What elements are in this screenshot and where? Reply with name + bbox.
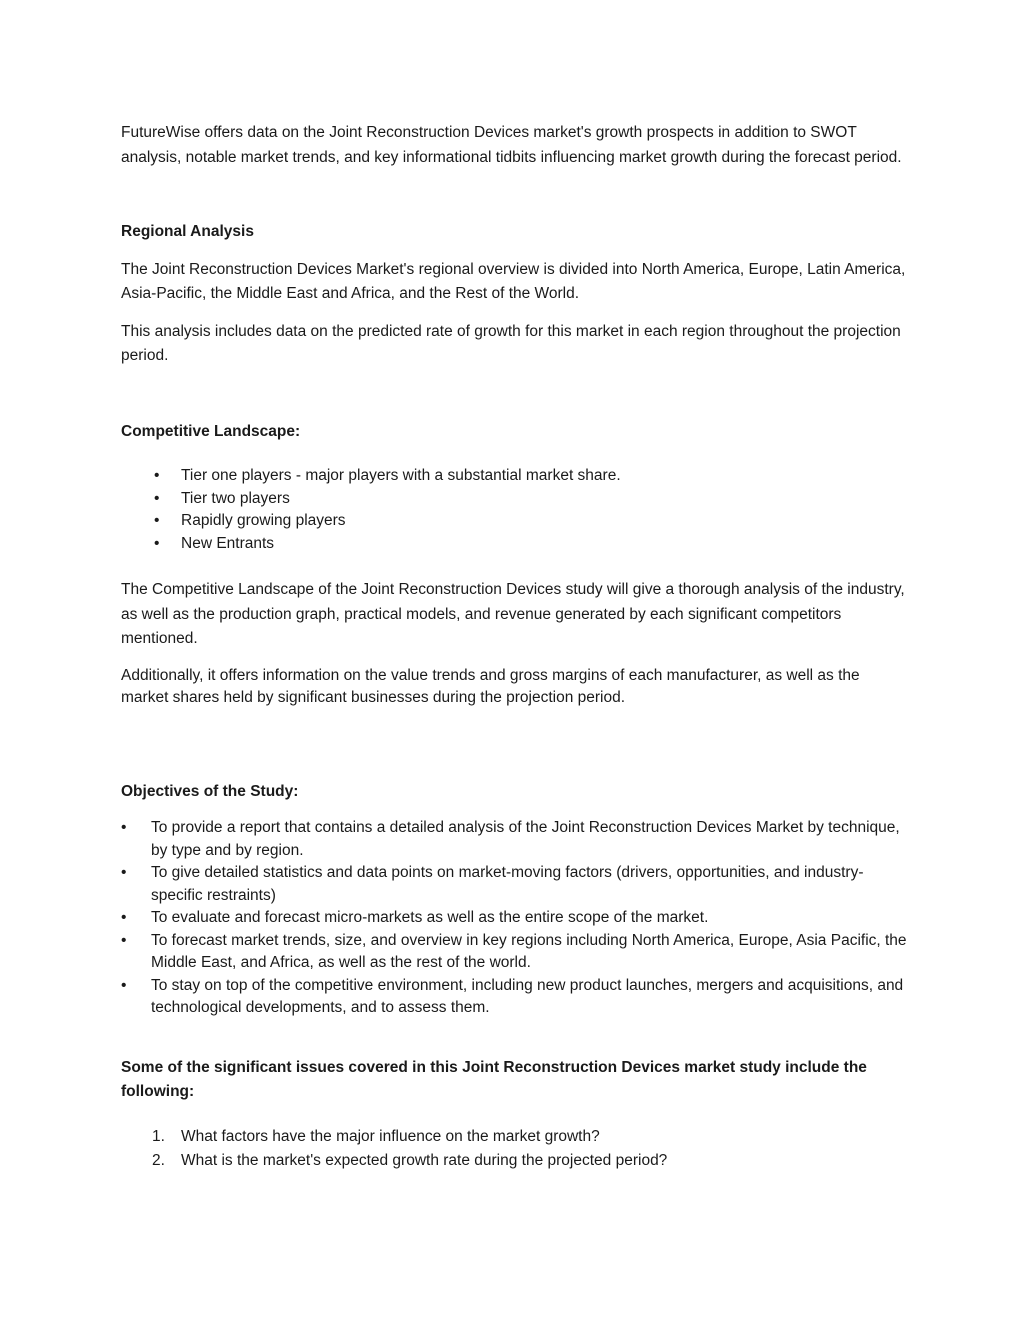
list-item: • Tier two players — [121, 488, 911, 511]
list-item: • Rapidly growing players — [121, 510, 911, 533]
list-item: • To stay on top of the competitive environment, including new product launches, mergers and acquisitions, and technological developments, and to assess them. — [121, 975, 911, 1020]
objectives-heading: Objectives of the Study: — [121, 782, 299, 800]
list-item: • To forecast market trends, size, and overview in key regions including North America, Europe, Asia Pacific, the Middle East, and Africa, as well as the rest of the world. — [121, 930, 911, 975]
document-page — [121, 121, 911, 1174]
list-number: 1. — [152, 1127, 165, 1145]
list-item: • Tier one players - major players with a substantial market share. — [121, 465, 911, 488]
regional-analysis-heading: Regional Analysis — [121, 223, 254, 240]
competitive-bullet-list — [121, 465, 911, 555]
competitive-paragraph: Additionally, it offers information on the value trends and gross margins of each manufacturer, as well as the market shares held by significant businesses during the projection period. — [121, 666, 860, 706]
objectives-list — [121, 817, 911, 1020]
competitive-landscape-heading: Competitive Landscape: — [121, 422, 301, 440]
list-item: • New Entrants — [121, 533, 911, 556]
list-item: • To provide a report that contains a detailed analysis of the Joint Reconstruction Devices Market by technique, by type and by region. — [121, 817, 911, 862]
list-item-text: What is the market's expected growth rate during the projected period? — [181, 1152, 668, 1169]
list-item — [121, 1125, 911, 1150]
regional-paragraph: The Joint Reconstruction Devices Market's regional overview is divided into North America, Europe, Latin America, Asia-Pacific, the Middle East and Africa, and the Rest of the World. — [121, 260, 906, 302]
list-item: • To evaluate and forecast micro-markets as well as the entire scope of the market. — [121, 907, 911, 930]
list-number: 2. — [152, 1152, 165, 1169]
list-item — [121, 1149, 911, 1174]
list-item: • To give detailed statistics and data points on market-moving factors (drivers, opportunities, and industry-specific restraints) — [121, 862, 911, 907]
regional-paragraph: This analysis includes data on the predicted rate of growth for this market in each region throughout the projection period. — [121, 322, 901, 364]
competitive-paragraph: The Competitive Landscape of the Joint Reconstruction Devices study will give a thorough analysis of the industry, as well as the production graph, practical models, and revenue generated by each significant competitors mentioned. — [121, 581, 905, 647]
issues-numbered-list — [121, 1125, 911, 1174]
intro-paragraph: FutureWise offers data on the Joint Reconstruction Devices market's growth prospects in addition to SWOT analysis, notable market trends, and key informational tidbits influencing market growth during the forecast period. — [121, 124, 902, 166]
list-item-text: What factors have the major influence on the market growth? — [181, 1127, 600, 1145]
significant-issues-heading: Some of the significant issues covered in this Joint Reconstruction Devices market study include the following: — [121, 1058, 867, 1100]
